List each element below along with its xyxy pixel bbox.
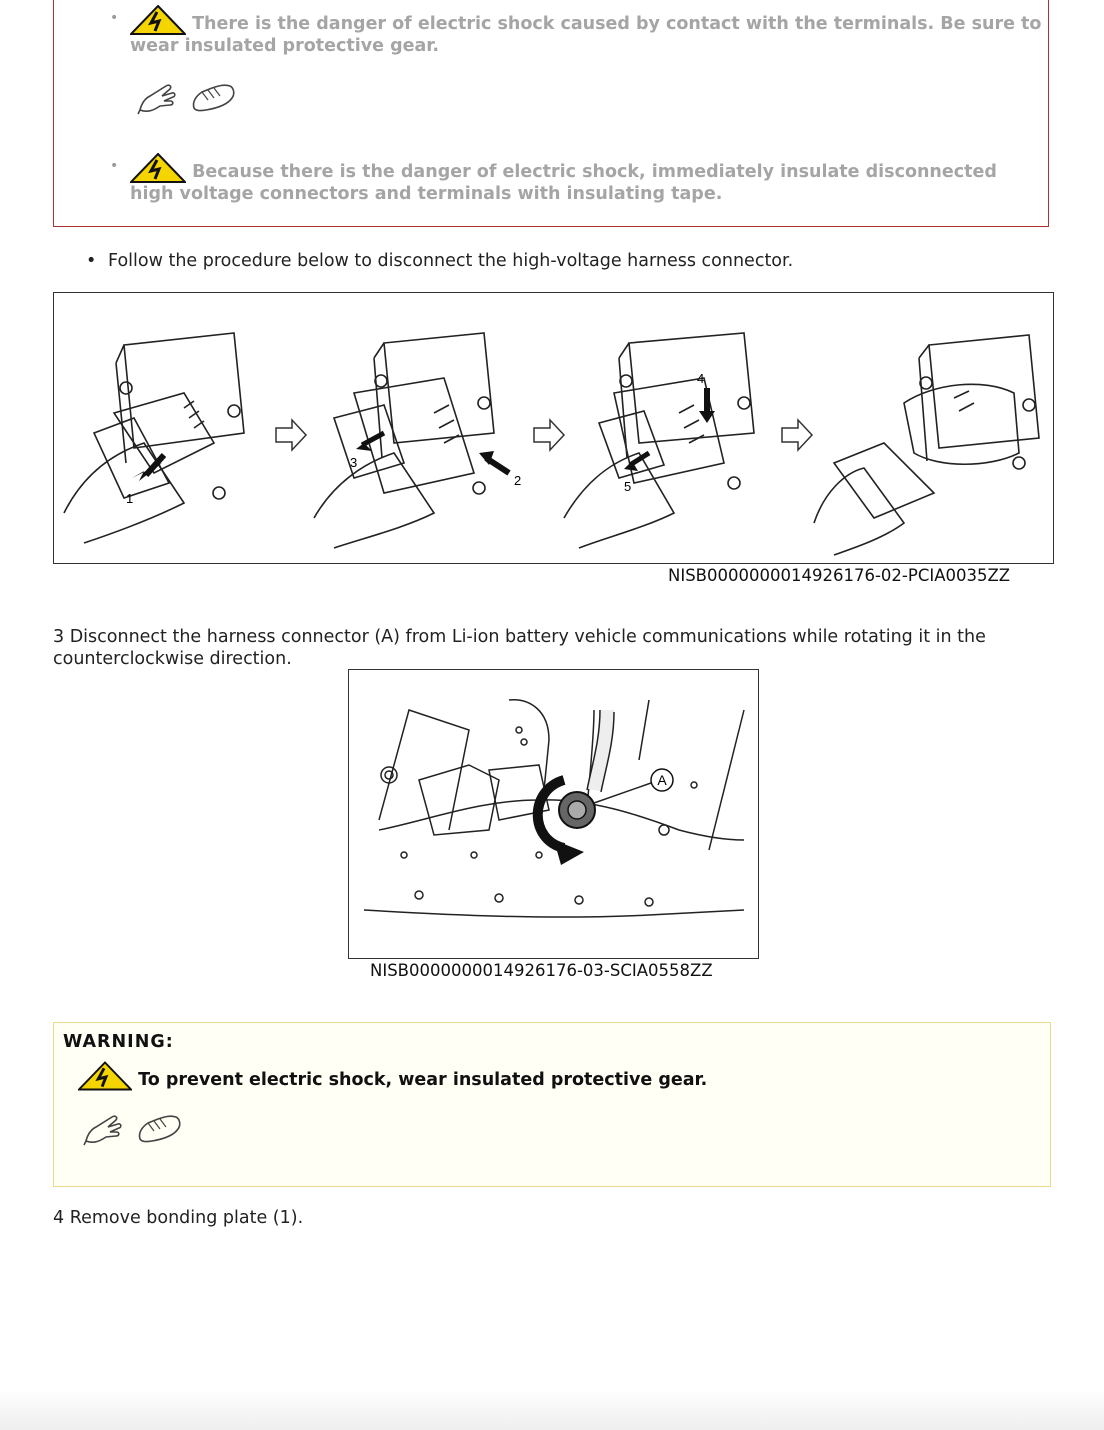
warning-text: To prevent electric shock, wear insulated protective gear. [138,1070,708,1090]
warning-title: WARNING: [63,1032,174,1052]
danger-box [53,0,1049,227]
insulated-boot-icon [188,80,238,116]
protective-gear-icons [136,80,238,116]
warning-box [53,1022,1051,1187]
next-step-arrow-icon [782,420,812,450]
high-voltage-warning-icon [130,153,186,183]
step-4-text: 4 Remove bonding plate (1). [53,1208,304,1228]
callout-label: 2 [514,473,522,488]
callout-label: 5 [624,479,632,494]
connector-disconnect-illustration [54,293,1053,563]
danger-text: There is the danger of electric shock caused by contact with the terminals. Be sure to wear insulated protective gear. [130,14,1042,56]
next-step-arrow-icon [276,420,306,450]
harness-connector-figure [348,669,759,959]
bullet: • [110,10,119,26]
next-step-arrow-icon [534,420,564,450]
figure-caption: NISB0000000014926176-03-SCIA0558ZZ [370,961,713,980]
harness-connector-illustration [349,670,758,958]
callout-label: 4 [697,371,705,386]
danger-text: Because there is the danger of electric shock, immediately insulate disconnected high voltage connectors and terminals with insulating tape. [130,162,997,204]
insulated-boot-icon [134,1111,184,1147]
procedure-intro-text: Follow the procedure below to disconnect the high-voltage harness connector. [108,251,794,271]
figure-caption: NISB0000000014926176-02-PCIA0035ZZ [668,566,1011,585]
callout-label-a: A [657,772,667,788]
high-voltage-warning-icon [130,5,186,35]
high-voltage-warning-icon [78,1061,132,1091]
callout-label: 1 [126,491,134,506]
callout-label: 3 [350,455,358,470]
warning-text-row [78,1061,707,1091]
danger-item-contact-terminals [130,5,1045,57]
page-bottom-fade [0,1390,1104,1430]
bullet: • [110,158,119,174]
connector-disconnect-figure [53,292,1054,564]
protective-gear-icons [82,1111,184,1147]
danger-item-insulate-connectors [130,153,1045,205]
bullet: • [86,251,97,271]
insulated-glove-icon [136,80,182,116]
insulated-glove-icon [82,1111,128,1147]
step-3-text: 3 Disconnect the harness connector (A) from Li-ion battery vehicle communications while rotating it in the counterclockwise direction. [53,627,986,669]
